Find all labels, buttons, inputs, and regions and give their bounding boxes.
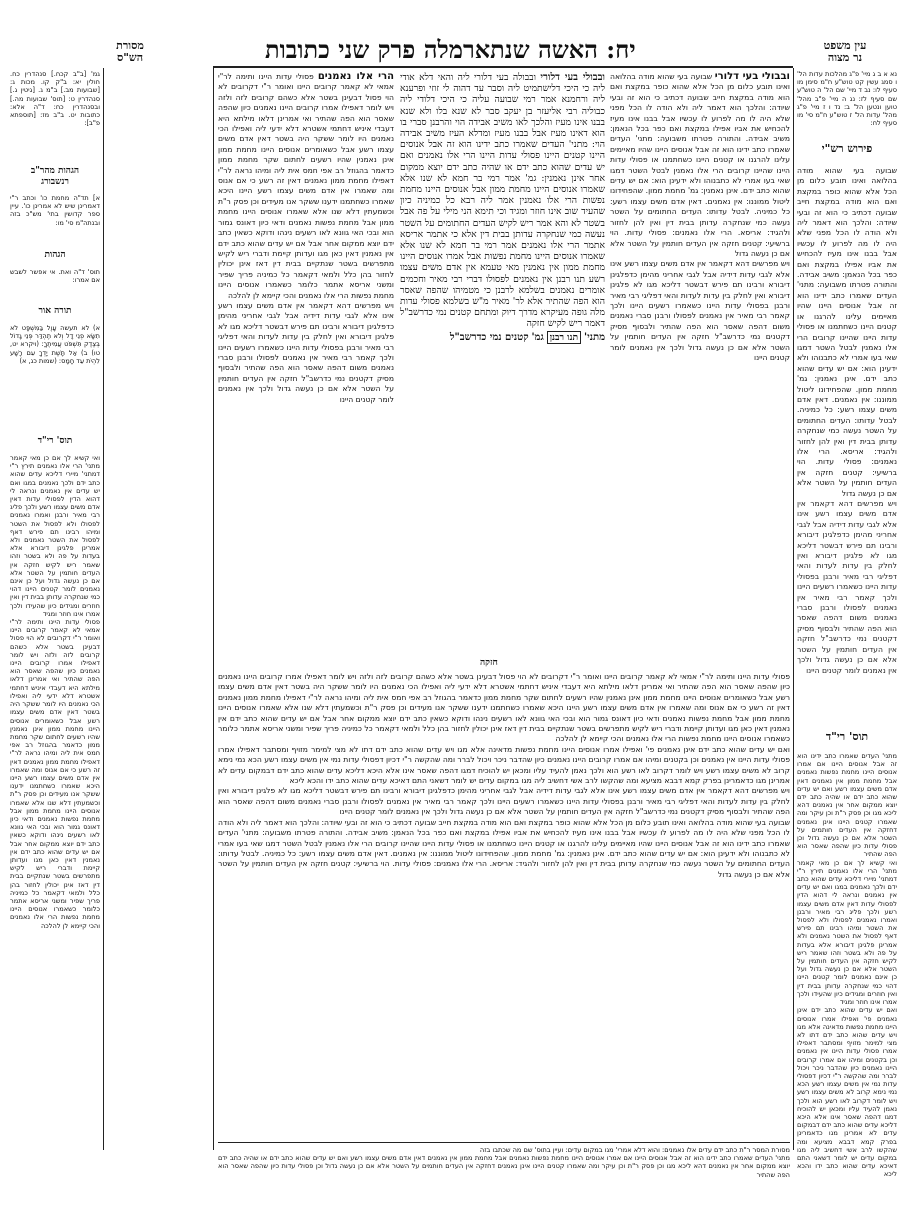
torah-or-title-wrap: [10, 306, 100, 322]
tosafot-main-text: פסולי עדות היינו ותימה לר"י אמאי לא קאמר קרובים היינו ואומר ר"י דקרובים לא הוי פסול דבעינן בשטר אלא כשהם קרובים לזה ולזה ויש לומר דאפילו אמרו קרובים היינו נאמנים כיון שהפה שאסר הוא הפה שהתיר ואי אמרינן דלאו מילתא היא דעבדי איניש דחתמי אשטרא דלא ידעי ליה ואפילו הכי נאמנים היו לומר ששקר היה בשטר דאין אדם משים עצמו רשע אבל כשאומרים אנוסים היינו מחמת ממון אינן נאמנין שהיו רשעים לחתום שקר מחמת ממון כדאמר בהגוזל רב אפי חמס אית ליה ומיהו נראה לר"י דאפילו מחמת ממון נאמנים דאין זה רשע כי אם אנוס ומה שאמרו אין אדם משים עצמו רשע היינו היכא שאמרו כשחתמנו ידענו ששקר אנו מעידים וכן פסק ר"ת וכשמעתין דלא שנו אלא שאמרו אנוסים היינו מחמת ממון אבל מחמת נפשות נאמנים ודאי כיון דאונס גמור הוא ובכי האי גוונא לאו רשעים נינהו ודוקא כשאין כתב ידם יוצא ממקום אחר אבל אם יש עדים שהוא כתב ידם אין נאמנין דאין כאן מגו ועדותן קיימת ודברי ריש לקיש מתפרשים בשטר שנתקיים בבית דין דאז אינן יכולין לחזור בהן כלל ולמאי דקאמר כל כמיניה פריך שפיר ומשני אריסא אתמר כלומר כשאמרו אנוסים היינו מחמת נפשות הרי אלו נאמנים והכי קיימא לן להלכה: [218, 72, 394, 300]
hagahot-maharatz-title-wrap: [10, 162, 100, 188]
rashi-column-main: [610, 72, 790, 652]
rashi-column-right: [797, 166, 897, 726]
tosafot-rid-side-text-cont: פסולי עדות היינו ותימה לר"י אמאי לא קאמר קרובים היינו ואומר ר"י דקרובים לא הוי פסול דבעינן בשטר אלא כשהם קרובים לזה ולזה ויש לומר דאפילו אמרו קרובים היינו נאמנים כיון שהפה שאסר הוא הפה שהתיר ואי אמרינן דלאו מילתא היא דעבדי איניש דחתמי אשטרא דלא ידעי ליה ואפילו הכי נאמנים היו לומר ששקר היה בשטר דאין אדם משים עצמו רשע אבל כשאומרים אנוסים היינו מחמת ממון אינן נאמנין שהיו רשעים לחתום שקר מחמת ממון כדאמר בהגוזל רב אפי חמס אית ליה ומיהו נראה לר"י דאפילו מחמת ממון נאמנים דאין זה רשע כי אם אנוס ומה שאמרו אין אדם משים עצמו רשע היינו היכא שאמרו כשחתמנו ידענו ששקר אנו מעידים וכן פסק ר"ת וכשמעתין דלא שנו אלא שאמרו אנוסים היינו מחמת ממון אבל מחמת נפשות נאמנים ודאי כיון דאונס גמור הוא ובכי האי גוונא לאו רשעים נינהו ודוקא כשאין כתב ידם יוצא ממקום אחר אבל אם יש עדים שהוא כתב ידם אין נאמנין דאין כאן מגו ועדותן קיימת ודברי ריש לקיש מתפרשים בשטר שנתקיים בבית דין דאז אינן יכולין לחזור בהן כלל ולמאי דקאמר כל כמיניה פריך שפיר ומשני אריסא אתמר כלומר כשאמרו אנוסים היינו מחמת נפשות הרי אלו נאמנים והכי קיימא לן להלכה: [10, 618, 100, 930]
tosafot-rid-side-title: תוס' רי"ד: [37, 436, 73, 446]
tosafot-rid-side-column: [10, 454, 100, 1150]
gemara-column: [400, 72, 605, 652]
torah-or-title: תורה אור: [38, 306, 72, 316]
lower-commentary-text-3: ויש מפרשים דהא דקאמר אין אדם משים עצמו רשע אינו אלא לגבי עדות דידיה אבל לגבי אחריני מהימן כדפלגינן דיבורא ורבינו תם פירש דבשטר דליכא מגו לא פלגינן דיבורא ואין לחלק בין עדות לעדות והאי דפליגי רבי מאיר ורבנן בפסולי עדות היינו כשאמרו רשעים היינו ולכך קאמר רבי מאיר אין נאמנים לפסולו ורבנן סברי נאמנים משום דהפה שאסר הוא הפה שהתיר ולבסוף מסיק דקטנים נמי כדרשב"ל חזקה אין העדים חותמין על השטר אלא אם כן נעשה גדול ולכך אין נאמנים לומר קטנים היינו: [218, 786, 790, 817]
gemara-opening: ובבולי בעי דלורי: [540, 72, 605, 83]
tosafot-rid-text: מתני' העדים שאמרו כתב ידינו הוא זה אבל אנוסים היינו אם אמרו אנוסים היינו מחמת נפשות נאמנים אבל מחמת ממון אין נאמנים דאין אדם משים עצמו רשע ואם יש עדים שהוא כתב ידם או שהיה כתב ידם יוצא ממקום אחר אין נאמנים דהא ליכא מגו וכן פסק ר"ת וכן עיקר ומה שאמרו קטנים היינו אינן נאמנים דחזקה אין העדים חותמים על השטר אלא אם כן נעשה גדול וכן פסולי עדות כיון שהפה שאסר הוא הפה שהתיר: [797, 752, 897, 859]
rashi-text-right: שבועה בעי שהוא מודה בהלואה ואינו תובע כלום מן הכל אלא שהוא כופר במקצת ואם הוא מודה במקצת חייב שבועה דכתיב כי הוא זה ובעי שיודה: והלכך הוא דאמר ליה ולא הודה לו הכל מפני שלא היה לו מה לפרוע לו עכשיו אבל בבנו אינו מעיז להכחיש את אביו אפילו במקצת ואם כפר בכל הנאמן: משיב אבידה. והתורה פטרתו משבועה: מתני' העדים שאמרו כתב ידינו הוא זה אבל אנוסים היינו שהיו מאיימים עלינו להרגנו או קטנים היינו כשחתמנו או פסולי עדות היינו שהיינו קרובים הרי אלו נאמנין לבטל השטר דמגו שאי בעו אמרי לא כתבנוהו ולא ידעינן הוא: אם יש עדים שהוא כתב ידם. אינן נאמנין: גמ' מחמת ממון. שהפחידונו ליטול ממוננו: אין נאמנים. דאין אדם משים עצמו רשע: כל כמיניה. לבטל עדותו: העדים החתומים על השטר נעשה כמי שנחקרה עדותן בבית דין ואין להן לחזור ולהגיד: אריסא. הרי אלו נאמנים: פסולי עדות. הוי ברשיעי: קטנים חזקה אין העדים חותמין על השטר אלא אם כן נעשה גדול: [797, 166, 897, 498]
tosafot-rid-side-title-wrap: [10, 436, 100, 452]
footer-line-2: מתני' העדים שאמרו כתב ידינו הוא זה אבל אנוסים היינו אם אמרו אנוסים היינו מחמת נפשות נאמנים אבל מחמת ממון אין נאמנים דאין אדם משים עצמו רשע ואם יש עדים שהוא כתב ידם או שהיה כתב ידם יוצא ממקום אחר אין נאמנים דהא ליכא מגו וכן פסק ר"ת וכן עיקר ומה שאמרו קטנים היינו אינן נאמנים דחזקה אין העדים חותמים על השטר אלא אם כן נעשה גדול וכן פסולי עדות כיון שהפה שאסר הוא הפה שהתיר: [218, 1154, 790, 1179]
gemara-text: ובבולה בעי דלורי ליה והאי דלא אודי ליה כי היכי דלישתמיט ליה וסבר עד דהוה לי זוזי ופרענא ליה ורחמנא אמר רמי שבועה עליה כי היכי דלודי ליה כבוליה רבי אליעזר בן יעקב סבר לא שנא בלו ולא שנא בבנו אינו מעיז והלכך לאו משיב אבידה הוי והרבנן סברי בו הוא דאינו מעיז אבל בבנו מעיז ומדלא העיז משיב אבידה הוי: מתני' העדים שאמרו כתב ידינו הוא זה אבל אנוסים היינו קטנים היינו פסולי עדות היינו הרי אלו נאמנים ואם יש עדים שהוא כתב ידם או שהיה כתב ידם יוצא ממקום אחר אינן נאמנין: גמ' אמר רמי בר חמא לא שנו אלא שאמרו אנוסים היינו מחמת ממון אבל אנוסים היינו מחמת נפשות הרי אלו נאמנין אמר ליה רבא כל כמיניה כיון שהעיד שוב אינו חוזר ומגיד וכי תימא הני מילי על פה אבל בשטר לא והא אמר ריש לקיש העדים החתומים על השטר נעשה כמי שנחקרה עדותן בבית דין אלא כי אתמר אריסא אתמר הרי אלו נאמנים אמר רמי בר חמא לא שנו אלא שאמרו אנוסים היינו מחמת נפשות אבל אמרו אנוסים היינו מחמת ממון אין נאמנין מאי טעמא אין אדם משים עצמו רשע תנו רבנן אין נאמנים לפסולו דברי רבי מאיר וחכמים אומרים נאמנים בשלמא לרבנן כי מטמיהו שהפה שאסר הוא הפה שהתיר אלא לר' מאיר מ"ש בשלמא פסולי עדות מלה גופה מעיקרא מדרך דיוק ומתחם קטנים נמי כדרשב"ל דאמר ריש לקיש חזקה: [400, 72, 605, 330]
hagahot-maharatz-title: הגהות מהר"ב רנשבורג: [30, 166, 80, 187]
tosafot-column-main: [218, 72, 394, 652]
lower-commentary-text-4: שבועה בעי שהוא מודה בהלואה ואינו תובע כלום מן הכל אלא שהוא כופר במקצת ואם הוא מודה במקצת חייב שבועה דכתיב כי הוא זה ובעי שיודה: והלכך הוא דאמר ליה ולא הודה לו הכל מפני שלא היה לו מה לפרוע לו עכשיו אבל בבנו אינו מעיז להכחיש את אביו אפילו במקצת ואם כפר בכל הנאמן: משיב אבידה. והתורה פטרתו משבועה: מתני' העדים שאמרו כתב ידינו הוא זה אבל אנוסים היינו שהיו מאיימים עלינו להרגנו או קטנים היינו כשחתמנו או פסולי עדות היינו שהיינו קרובים הרי אלו נאמנין לבטל השטר דמגו שאי בעו אמרי לא כתבנוהו ולא ידעינן הוא: אם יש עדים שהוא כתב ידם. אינן נאמנין: גמ' מחמת ממון. שהפחידונו ליטול ממוננו: אין נאמנים. דאין אדם משים עצמו רשע: כל כמיניה. לבטל עדותו: העדים החתומים על השטר נעשה כמי שנחקרה עדותן בבית דין ואין להן לחזור ולהגיד: אריסא. הרי אלו נאמנים: פסולי עדות. הוי ברשיעי: קטנים חזקה אין העדים חותמין על השטר אלא אם כן נעשה גדול: [218, 817, 790, 879]
footer-line: מסורת המסר ר"ת כתב ידם עדים אלו נאמנים: והוא דלא אמרי' מגו במקום עדים: ועיין בתוס' שם מה שכתבו בזה: [479, 1146, 790, 1154]
tanu-rabbanan-box: תנו רבנן: [547, 331, 581, 344]
tosafot-rid-text-cont: ואי קשיא לך אם כן מאי קאמר מתני' הרי אלו נאמנים תירץ ר"י דמתני' מיירי דליכא עדים שהוא כתב ידם ולכך נאמנים במגו ואם יש עדים אין נאמנים ונראה לי דהוא הדין לפסולי עדות דאין אדם משים עצמו רשע ולכך פליג רבי מאיר ורבנן ואמרו נאמנים לפסולו ולא לפסול את השטר ומיהו רבינו תם פירש דאף לפסול את השטר נאמנים ולא אמרינן פלגינן דיבורא אלא בעדות על פה ולא בשטר וזהו שאמר ריש לקיש חזקה אין העדים חותמין על השטר אלא אם כן נעשה גדול ועל כן אינם נאמנים לומר קטנים היינו דהוי כמי שנחקרה עדותן בבית דין ואין חוזרים ומגידים כיון שהעידו ולכך אמרו אינו חוזר ומגיד: [797, 858, 897, 1007]
rashi-title-wrap: [797, 140, 897, 160]
torah-or-body: א) לא תעשה עָוֶל בַּמִּשְׁפָּט לֹא תִשָּׂא פְנֵי דָל וְלֹא תֶהְדַּר פְּנֵי גָדוֹל בְּצֶדֶק תִּשְׁפֹּט עֲמִיתֶךָ: (ויקרא יט, טו) ב) אַל תָּשֶׁת יָדְךָ עִם רָשָׁע לִהְיֹת עֵד חָמָס: (שמות כג, א): [10, 324, 100, 365]
tosafot-rid-title-wrap: [797, 728, 897, 748]
footer-rule: [218, 1142, 790, 1143]
gutter-right: [793, 68, 794, 1150]
tosafot-opening: הרי אלו נאמנים: [317, 71, 395, 82]
rashi-title: פירוש רש"י: [821, 142, 873, 155]
rashi-main-text-cont: ויש מפרשים דהא דקאמר אין אדם משים עצמו רשע אינו אלא לגבי עדות דידיה אבל לגבי אחריני מהימן כדפלגינן דיבורא ורבינו תם פירש דבשטר דליכא מגו לא פלגינן דיבורא ואין לחלק בין עדות לעדות והאי דפליגי רבי מאיר ורבנן בפסולי עדות היינו כשאמרו רשעים היינו ולכך קאמר רבי מאיר אין נאמנים לפסולו ורבנן סברי נאמנים משום דהפה שאסר הוא הפה שהתיר ולבסוף מסיק דקטנים נמי כדרשב"ל חזקה אין העדים חותמין על השטר אלא אם כן נעשה גדול ולכך אין נאמנים לומר קטנים היינו: [610, 259, 790, 362]
tosafot-rid-side-text: ואי קשיא לך אם כן מאי קאמר מתני' הרי אלו נאמנים תירץ ר"י דמתני' מיירי דליכא עדים שהוא כתב ידם ולכך נאמנים במגו ואם יש עדים אין נאמנים ונראה לי דהוא הדין לפסולי עדות דאין אדם משים עצמו רשע ולכך פליג רבי מאיר ורבנן ואמרו נאמנים לפסולו ולא לפסול את השטר ומיהו רבינו תם פירש דאף לפסול את השטר נאמנים ולא אמרינן פלגינן דיבורא אלא בעדות על פה ולא בשטר וזהו שאמר ריש לקיש חזקה אין העדים חותמין על השטר אלא אם כן נעשה גדול ועל כן אינם נאמנים לומר קטנים היינו דהוי כמי שנחקרה עדותן בבית דין ואין חוזרים ומגידים כיון שהעידו ולכך אמרו אינו חוזר ומגיד: [10, 454, 100, 618]
hagahot-title: הגהות: [44, 250, 66, 260]
lower-commentary: [218, 672, 790, 1140]
page-title: יח: האשה שנתארמלה פרק שני כתובות: [265, 35, 636, 64]
margin-left: [103, 68, 104, 1150]
tosafot-rid-text-cont2: ואם יש עדים שהוא כתב ידם אינן נאמנים פי' ואפילו אמרו אנוסים היינו מחמת נפשות מדאינה אלא מגו ויש עדים שהוא כתב ידם דתו לא מצי למימר מזויף ומסתבר דאפילו אמרו פסולי עדות היינו אין נאמנים וכן בקטנים ומיהו אם אמרו קרובים היינו נאמנים כיון שהדבר ניכר ויכול לברר ומה שהקשה ר"י דכיון דפסולי עדות נמי אין משים עצמו רשע הכא נמי נימא קרוב לא משים עצמו רשע ויש לומר דקרוב לאו רשע הוא ולכך נאמן להעיד עליו ומכאן יש להוכיח דמגו דהפה שאסר אינו אלא היכא דליכא עדים שהוא כתב ידם דבמקום עדים לא אמרינן מגו כדאמרינן בפרק קמא דבבא מציעא ומה שהקשו לרב אשי דחשיב ליה מגו במקום עדים יש לומר דשאני התם דאיכא עדים שהוא כתב ידו והכא ליכא: [797, 1006, 897, 1179]
rashi-main-text: שבועה בעי שהוא מודה בהלואה ואינו תובע כלום מן הכל אלא שהוא כופר במקצת ואם הוא מודה במקצת חייב שבועה דכתיב כי הוא זה ובעי שיודה: והלכך הוא דאמר ליה ולא הודה לו הכל מפני שלא היה לו מה לפרוע לו עכשיו אבל בבנו אינו מעיז להכחיש את אביו אפילו במקצת ואם כפר בכל הנאמן: משיב אבידה. והתורה פטרתו משבועה: מתני' העדים שאמרו כתב ידינו הוא זה אבל אנוסים היינו שהיו מאיימים עלינו להרגנו או קטנים היינו כשחתמנו או פסולי עדות היינו שהיינו קרובים הרי אלו נאמנין לבטל השטר דמגו שאי בעו אמרי לא כתבנוהו ולא ידעינן הוא: אם יש עדים שהוא כתב ידם. אינן נאמנין: גמ' מחמת ממון. שהפחידונו ליטול ממוננו: אין נאמנים. דאין אדם משים עצמו רשע: כל כמיניה. לבטל עדותו: העדים החתומים על השטר נעשה כמי שנחקרה עדותן בבית דין ואין להן לחזור ולהגיד: אריסא. הרי אלו נאמנים: פסולי עדות. הוי ברשיעי: קטנים חזקה אין העדים חותמין על השטר אלא אם כן נעשה גדול: [610, 72, 790, 258]
gutter-left: [213, 68, 214, 1150]
gemara-catchword: חזקה: [480, 658, 498, 668]
gemara-closing: קטנים נמי כדרשב"ל: [449, 331, 529, 343]
tosafot-rid-column: [797, 752, 897, 1179]
lower-commentary-text-2: ואם יש עדים שהוא כתב ידם אינן נאמנים פי' ואפילו אמרו אנוסים היינו מחמת נפשות מדאינה אלא מגו ויש עדים שהוא כתב ידם דתו לא מצי למימר מזויף ומסתבר דאפילו אמרו פסולי עדות היינו אין נאמנים וכן בקטנים ומיהו אם אמרו קרובים היינו נאמנים כיון שהדבר ניכר ויכול לברר ומה שהקשה ר"י דכיון דפסולי עדות נמי אין משים עצמו רשע הכא נמי נימא קרוב לא משים עצמו רשע ויש לומר דקרוב לאו רשע הוא ולכך נאמן להעיד עליו ומכאן יש להוכיח דמגו דהפה שאסר אינו אלא היכא דליכא עדים שהוא כתב ידם דבמקום עדים לא אמרינן מגו כדאמרינן בפרק קמא דבבא מציעא ומה שהקשו לרב אשי דחשיב ליה מגו במקום עדים יש לומר דשאני התם דאיכא עדים שהוא כתב ידו והכא ליכא: [218, 744, 790, 786]
tosafot-rid-title: תוס' רי"ד: [825, 730, 869, 743]
ein-mishpat-body: נא א ב ג מיי' פ"ג מהלכות עדות הל' ו סמג עשין קט טוש"ע ח"מ סימן מו סעיף לו: נב ד מיי' שם הל' ה טוש"ע שם סעיף לז: נג ה מיי' פ"ב מהל' טוען ונטען הל' ב: נד ו ז מיי' פ"ג מהל' עדות הל' ז טוש"ע ח"מ סי' מו סעיף לח:: [797, 70, 897, 128]
mishna-label: מתני': [584, 331, 605, 343]
footer-text: [218, 1146, 790, 1206]
gemara-label: גמ': [531, 331, 544, 343]
lower-commentary-text-1: פסולי עדות היינו ותימה לר"י אמאי לא קאמר קרובים היינו ואומר ר"י דקרובים לא הוי פסול דבעינן בשטר אלא כשהם קרובים לזה ולזה ויש לומר דאפילו אמרו קרובים היינו נאמנים כיון שהפה שאסר הוא הפה שהתיר ואי אמרינן דלאו מילתא היא דעבדי איניש דחתמי אשטרא דלא ידעי ליה ואפילו הכי נאמנים היו לומר ששקר היה בשטר דאין אדם משים עצמו רשע אבל כשאומרים אנוסים היינו מחמת ממון אינן נאמנין שהיו רשעים לחתום שקר מחמת ממון כדאמר בהגוזל רב אפי חמס אית ליה ומיהו נראה לר"י דאפילו מחמת ממון נאמנים דאין זה רשע כי אם אנוס ומה שאמרו אין אדם משים עצמו רשע היינו היכא שאמרו כשחתמנו ידענו ששקר אנו מעידים וכן פסק ר"ת וכשמעתין דלא שנו אלא שאמרו אנוסים היינו מחמת ממון אבל מחמת נפשות נאמנים ודאי כיון דאונס גמור הוא ובכי האי גוונא לאו רשעים נינהו ודוקא כשאין כתב ידם יוצא ממקום אחר אבל אם יש עדים שהוא כתב ידם אין נאמנין דאין כאן מגו ועדותן קיימת ודברי ריש לקיש מתפרשים בשטר שנתקיים בבית דין דאז אינן יכולין לחזור בהן כלל ולמאי דקאמר כל כמיניה פריך שפיר ומשני אריסא אתמר כלומר כשאמרו אנוסים היינו מחמת נפשות הרי אלו נאמנים והכי קיימא לן להלכה: [218, 672, 790, 744]
rashi-text-right-cont: ויש מפרשים דהא דקאמר אין אדם משים עצמו רשע אינו אלא לגבי עדות דידיה אבל לגבי אחריני מהימן כדפלגינן דיבורא ורבינו תם פירש דבשטר דליכא מגו לא פלגינן דיבורא ואין לחלק בין עדות לעדות והאי דפליגי רבי מאיר ורבנן בפסולי עדות היינו כשאמרו רשעים היינו ולכך קאמר רבי מאיר אין נאמנים לפסולו ורבנן סברי נאמנים משום דהפה שאסר הוא הפה שהתיר ולבסוף מסיק דקטנים נמי כדרשב"ל חזקה אין העדים חותמין על השטר אלא אם כן נעשה גדול ולכך אין נאמנים לומר קטנים היינו: [797, 499, 897, 675]
hagahot-title-wrap: [10, 250, 100, 266]
tosafot-main-text-cont: ויש מפרשים דהא דקאמר אין אדם משים עצמו רשע אינו אלא לגבי עדות דידיה אבל לגבי אחריני מהימן כדפלגינן דיבורא ורבינו תם פירש דבשטר דליכא מגו לא פלגינן דיבורא ואין לחלק בין עדות לעדות והאי דפליגי רבי מאיר ורבנן בפסולי עדות היינו כשאמרו רשעים היינו ולכך קאמר רבי מאיר אין נאמנים לפסולו ורבנן סברי נאמנים משום דהפה שאסר הוא הפה שהתיר ולבסוף מסיק דקטנים נמי כדרשב"ל חזקה אין העדים חותמין על השטר אלא אם כן נעשה גדול ולכך אין נאמנים לומר קטנים היינו: [218, 300, 394, 404]
hagahot-body: תוס' ד"ה ואת. אי אפשר לשבש אם אמרו:: [10, 268, 100, 285]
mesoret-body: גמ' [ב"ב קכח.] סנהדרין כח. חולין יא: ב"ק קו. מכות ג: [שבועות מב.] ב"מ ג. [גיטין ג.] סנהדרין ט: [תוס' שבועות מה.] ובסנהדרין כח: ד"ה אלא: כתובות יט. ב"ב מז: [תוספתא פ"ב]:: [10, 70, 100, 128]
rashi-opening: ובבולי בעי דלורי: [714, 71, 790, 82]
header-rule: [213, 66, 793, 68]
hagahot-maharatz-body: א] תד"ה מחמת כו' וכתב ר"י דאמרינן שיש לא אמרינן כו'. עיין ספר קדושין בתי' מש"כ בזה ובנתה"מ סי' מו:: [10, 194, 100, 227]
mesoret-heading: מסורת הש"ס: [116, 39, 144, 64]
ein-mishpat-heading: עין משפט נר מצוה: [823, 39, 867, 64]
